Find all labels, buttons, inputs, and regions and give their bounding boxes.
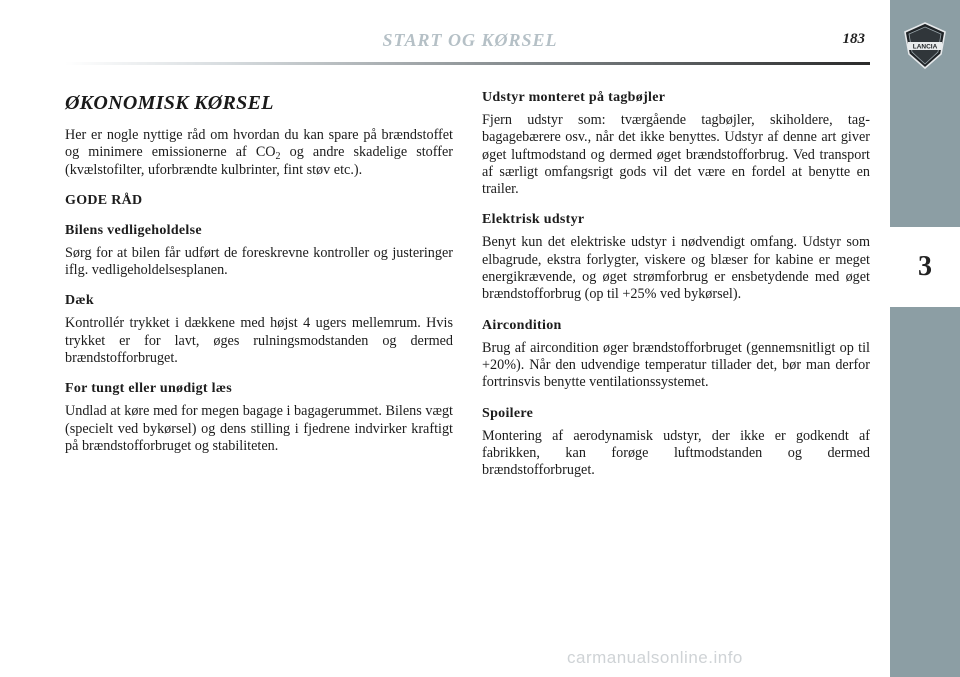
- left-column: [65, 90, 453, 469]
- side-tab-top: [890, 0, 960, 227]
- topic-text: Fjern udstyr som: tværgående tagbøjler, skiholdere, tagbagagebærere osv., når det ikke benyttes. Udstyr af denne art giver øget luftmodstand og dermed øget brændstofforbrug. Ved transport af særligt omfangsrigt gods vil det være en fordel at benytte en trailer.: [482, 112, 870, 198]
- section-heading: ØKONOMISK KØRSEL: [65, 92, 274, 114]
- topic-text: Undlad at køre med for megen bagage i bagagerummet. Bilens vægt (specielt ved bykørsel) og dens stilling i fjedrene indvirker kraftigt på brændstofforbruget og stabiliteten.: [65, 403, 453, 454]
- header-rule: [65, 62, 870, 65]
- chapter-number: 3: [918, 251, 932, 282]
- topic-title: Aircondition: [482, 317, 562, 333]
- topic-title: Spoilere: [482, 405, 534, 421]
- topic-text: Brug af aircondition øger brændstofforbruget (gennemsnitligt op til +20%). Når den udvendige temperatur tillader det, bør man derfor fortrinsvis benytte ventilationssystemet.: [482, 339, 870, 391]
- topic-title: Bilens vedligeholdelse: [65, 222, 202, 238]
- topic-text: Kontrollér trykket i dækkene med højst 4 ugers mellemrum. Hvis trykket er for lavt, øges rulningsmodstanden og dermed brændstofforbruget.: [65, 315, 453, 367]
- subheading-gode-raad: GODE RÅD: [65, 192, 143, 208]
- logo-text: LANCIA: [912, 43, 938, 51]
- header-title: START OG KØRSEL: [382, 30, 558, 50]
- intro-text-a: Her er nogle nyttige råd om hvordan du kan spare på brændstoffet og minimere emissionerne af CO: [65, 127, 453, 161]
- topic-title: Elektrisk udstyr: [482, 212, 585, 228]
- intro-paragraph: [65, 127, 453, 179]
- side-tab-chapter: [890, 227, 960, 307]
- right-column: [482, 90, 870, 493]
- topic-title: Udstyr monteret på tagbøjler: [482, 90, 666, 105]
- side-tab-bottom: [890, 307, 960, 677]
- page-number: 183: [842, 31, 865, 47]
- co2-subscript: 2: [275, 151, 281, 163]
- topic-text: Benyt kun det elektriske udstyr i nødvendigt omfang. Udstyr som elbagrude, ekstra forlygter, viskere og blæser for kabine er meget energikrævende, og øget strømforbrug er ensbetydende med øget brændstofforbrug (op til +25% ved bykørsel).: [482, 234, 870, 303]
- lancia-logo-icon: [903, 22, 947, 70]
- intro-text-b: og andre skadelige stoffer (kvælstofilter, uforbrændte kulbrinter, fint støv etc.).: [65, 144, 453, 178]
- watermark: carmanualsonline.info: [567, 648, 743, 667]
- topic-text: Sørg for at bilen får udført de foreskrevne kontroller og justeringer iflg. vedligeholdelsesplanen.: [65, 244, 453, 279]
- topic-title: For tungt eller unødigt læs: [65, 381, 233, 397]
- topic-title: Dæk: [65, 293, 94, 309]
- chapter-side-tab: [890, 0, 960, 677]
- topic-text: Montering af aerodynamisk udstyr, der ikke er godkendt af fabrikken, kan forøge luftmodstanden og dermed brændstofforbruget.: [482, 427, 870, 479]
